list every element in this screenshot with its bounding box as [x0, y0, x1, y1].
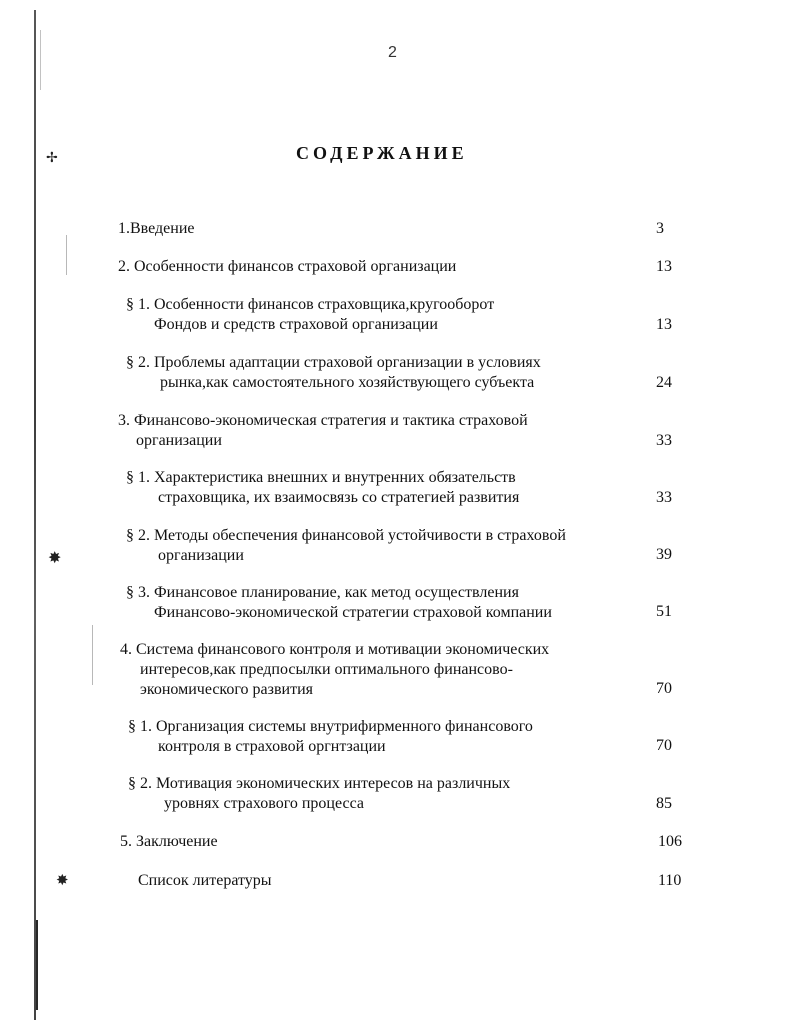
toc-entry-chapter-2 [118, 257, 456, 277]
scan-speck-icon: ✸ [48, 548, 62, 567]
toc-page-number: 110 [658, 872, 682, 889]
toc-entry-text: Фондов и средств страховой организации [154, 316, 438, 333]
toc-title: СОДЕРЖАНИЕ [296, 143, 468, 163]
toc-entry-text: § 1. Организация системы внутрифирменного финансового [128, 718, 533, 735]
toc-entry-text: § 2. Мотивация экономических интересов на различных [128, 775, 511, 792]
toc-entry-text: § 1. Характеристика внешних и внутренних обязательств [126, 469, 516, 486]
toc-entry-text: уровнях страхового процесса [164, 795, 364, 812]
toc-page-number: 70 [656, 680, 672, 697]
toc-entry-section-2-1 [126, 295, 494, 335]
toc-entry-text: Финансово-экономической стратегии страховой компании [154, 604, 552, 621]
toc-entry-text: § 3. Финансовое планирование, как метод осуществления [126, 584, 519, 601]
toc-page-number: 3 [656, 220, 664, 237]
toc-page-number: 13 [656, 258, 672, 275]
toc-page-number: 85 [656, 795, 672, 812]
toc-page-number: 70 [656, 737, 672, 754]
toc-entry-text: Список литературы [138, 872, 272, 889]
toc-page-number: 33 [656, 489, 672, 506]
scan-speck-icon: ✸ [56, 871, 69, 889]
toc-page-number: 106 [658, 833, 682, 850]
toc-entry-text: 4. Система финансового контроля и мотивации экономических [120, 641, 550, 658]
toc-entry-text: рынка,как самостоятельного хозяйствующего субъекта [160, 374, 535, 391]
toc-entry-text: организации [158, 547, 244, 564]
page-number: 2 [388, 44, 397, 61]
toc-entry-text: § 1. Особенности финансов страховщика,кругооборот [126, 296, 495, 313]
toc-entry-text: контроля в страховой оргнтзации [158, 738, 386, 755]
toc-entry-text: экономического развития [140, 681, 313, 698]
toc-page-number: 51 [656, 603, 672, 620]
toc-entry-introduction [118, 219, 195, 239]
toc-entry-chapter-3 [118, 411, 528, 451]
toc-entry-section-2-2 [126, 353, 541, 393]
toc-entry-section-3-3 [126, 583, 552, 623]
toc-entry-section-3-1 [126, 468, 519, 508]
toc-entry-text: организации [136, 432, 222, 449]
toc-page-number: 24 [656, 374, 672, 391]
toc-entry-text: 5. Заключение [120, 833, 218, 850]
toc-entry-text: § 2. Проблемы адаптации страховой организации в условиях [126, 354, 541, 371]
toc-entry-text: интересов,как предпосылки оптимального финансово- [140, 661, 513, 678]
scan-speck-icon: ✢ [46, 150, 58, 166]
toc-entry-text: страховщика, их взаимосвязь со стратегией развития [158, 489, 520, 506]
toc-entry-text: 3. Финансово-экономическая стратегия и тактика страховой [118, 412, 528, 429]
toc-page-number: 39 [656, 546, 672, 563]
toc-entry-chapter-4 [120, 640, 549, 700]
toc-entry-section-3-2 [126, 526, 566, 566]
toc-entry-text: 1.Введение [118, 220, 195, 237]
toc-entry-text: 2. Особенности финансов страховой организации [118, 258, 457, 275]
toc-entry-section-4-2 [128, 774, 510, 814]
toc-page-number: 33 [656, 432, 672, 449]
toc-entry-section-4-1 [128, 717, 533, 757]
toc-entry-conclusion [120, 832, 218, 852]
toc-entry-text: § 2. Методы обеспечения финансовой устойчивости в страховой [126, 527, 566, 544]
toc-page-number: 13 [656, 316, 672, 333]
toc-entry-bibliography [138, 871, 272, 891]
